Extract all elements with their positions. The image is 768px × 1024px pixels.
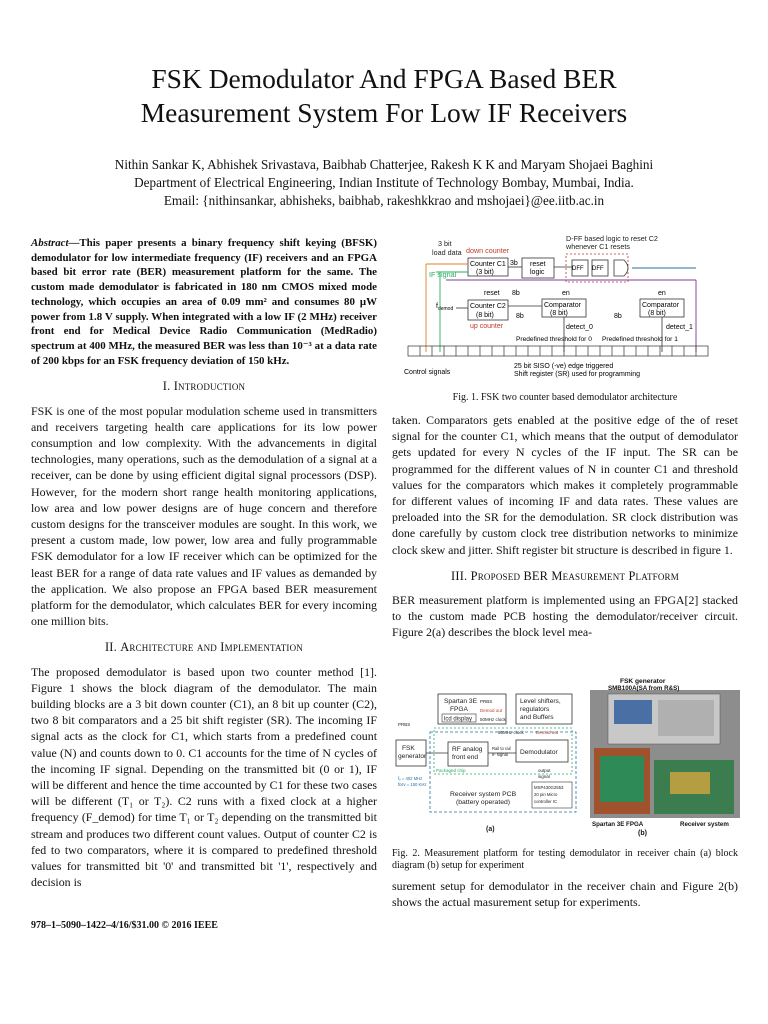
section-heading-ber [392,568,738,584]
abstract-label: Abstract [31,237,69,249]
rf-frontend-label: RF analog [452,746,483,753]
detect-1-label: detect_1 [666,324,693,331]
comparator-0-bits: (8 bit) [550,310,568,317]
intro-paragraph: FSK is one of the most popular modulation scheme used in transmitters and receivers targeting health care applications for its low power consumption and low complexity. With the advancements in digital technologies, many operations, such as the demodulation of a signal at a receiver, can be done by using efficient digital signal processors (DSP). However, for the modern short range health monitoring applications, low area and low power designs are of huge concern and therefore custom designs for the transceiver modules are sought. In this work, we present a custom made, low power, low area and fully programmable FSK demodulator for a low IF receiver which can be optimized for the least BER for a range of data rate values and IF values as demanded by the application. We also propose an FPGA based BER measurement platform for the demodulator, which calculates BER for every incoming one million bits. [31,403,377,629]
fpga-label-2: FPGA [450,706,468,713]
dff-note: D-FF based logic to reset C2 [566,234,658,243]
fsk-generator-label-2: generator [398,753,427,760]
photo-generator-label-2: SMB100A(SA from R&S) [608,685,680,692]
title-line-1: FSK Demodulator And FPGA Based BER [151,63,617,94]
figure-2-diagram [394,676,740,838]
if-signal-label: IF signal [429,270,457,279]
microcontroller-label-3: controller IC [534,799,558,804]
signal-label: signal [538,774,550,779]
packaged-chip-label: Packaged chip [436,768,466,773]
demod-out-label: Demod out [480,708,503,713]
section-number: II. [104,640,117,655]
affiliation: Department of Electrical Engineering, Indian Institute of Technology Bombay, Mumbai, India. [134,175,634,190]
bus-8b-label-3: 8b [614,313,622,320]
shift-register [408,346,708,356]
comparator-1-label: Comparator [642,302,679,309]
section-heading-architecture [31,639,377,655]
fpga-label: Spartan 3E [444,698,477,705]
rf-frontend-label-2: front end [452,754,479,761]
clock-50-label: 50MHz clock [480,717,506,722]
deviation-label: fᴅᴇᴠ = 150 KHz [398,782,427,787]
photo-fpga-label: Spartan 3E FPGA [592,821,644,828]
receiver-pcb-label-2: (battery operated) [456,799,511,806]
dff-note-2: whenever C1 resets [566,242,630,251]
prbs-input-label: PRBS [398,722,411,727]
demodulator-label: Demodulator [520,749,558,756]
comparator-paragraph: taken. Comparators gets enabled at the positive edge of the of reset signal for the counter C1, which means that the output of demodulator gets updated for every N cycles of the IF input. The SR can be programmed for the different values of N in counter C1 and threshold values for the comparators which makes it completely programmable for different values of incoming IF and data rates. These values are preloaded into the SR for the demodulation. SR clock distribution was done carefully by custom clock tree distribution networks to minimize clock skew and jitter. Shift register bit structure is described in figure 1. [392,413,738,557]
setup-photo [590,678,740,837]
fpga-board-photo [600,756,644,802]
clock-50-label-2: 50MHz clock [498,730,524,735]
load-data-label-2: load data [432,248,462,257]
dff-a-label: DFF [572,266,584,272]
figure-1-diagram [396,234,742,384]
receiver-pcb-label: Receiver system PCB [450,791,517,798]
abstract-text: This paper presents a binary frequency shift keying (BFSK) demodulator for low intermediate frequency (IF) receivers and an FPGA based bit error rate (BER) measurement platform for the same. The custom made demodulator is fabricated in 180 nm CMOS mixed mode technology, which occupies an area of 0.09 mm² and consumes 80 μW power from 1.8 V supply. When integrated with a low IF (2 MHz) receiver front end for Medical Device Radio Communication (MedRadio) spectrum at 400 MHz, the measured BER was less than 10⁻³ at a data rate of 200 kbps for an FSK frequency deviation of 150 kHz. [31,237,377,367]
sr-note-2: Shift register (SR) used for programming [514,371,641,378]
detect-0-label: detect_0 [566,324,593,331]
ber-paragraph: BER measurement platform is implemented using an FPGA[2] stacked to the custom made PCB hosting the demodulator/receiver circuit. Figure 2(a) describes the block level mea- [392,593,738,640]
subfigure-a-label: (a) [486,826,495,833]
section-heading-introduction [31,378,377,394]
and-gate [614,260,628,276]
counter-c1-label: Counter C1 [470,261,506,268]
sr-note: 25 bit SISO (-ve) edge triggered [514,363,614,370]
authors: Nithin Sankar K, Abhishek Srivastava, Baibhab Chatterjee, Rakesh K K and Maryam Shojaei Baghini [114,157,654,172]
comparator-0-label: Comparator [544,302,581,309]
dff-b-label: DFF [592,266,604,272]
down-counter-label: down counter [466,246,510,255]
enable-label-2: en [658,290,666,297]
figure-2-caption: Fig. 2. Measurement platform for testing demodulator in receiver chain (a) block diagram (b) setup for experiment [392,848,738,871]
setup-paragraph: surement setup for demodulator in the receiver chain and Figure 2(b) shows the actual masurement setup for experiments. [392,879,738,910]
level-shifter-label-3: and Buffers [520,714,554,721]
load-data-label: 3 bit [438,239,452,248]
right-column [392,412,738,641]
subfigure-b-label: (b) [638,830,647,837]
section-title: Introduction [173,379,246,394]
left-column [31,236,377,890]
level-shifter-label-2: regulators [520,706,550,713]
fdemod-label: $f_{demod}$ [436,303,454,312]
section-number: I. [162,379,171,394]
architecture-paragraph: The proposed demodulator is based upon two counter method [1]. Figure 1 shows the block diagram of the demodulator. The main building blocks are a 3 bit down counter (C1), an 8 bit up counter (C2), two 8 bit comparators and a 25 bit shift register (SR). The incoming IF signal acts as the clock for C1, which starts from a predefined count value (N) and counts down to 0. C1 accounts for the time of N cycles of the incoming IF signal. Depending on the transmitted bit (0 or 1), IF will be different and hence the time accounted by C1 for these two cases will be different (T₁ or T₂). C2 runs with a fixed clock at a higher frequency (F_demod) for time T₁ or T₂ depending on the transmitted bit stream and produces two different count values. Output of counter C2 is fed to two comparators, where it is compared to predefined threshold values for transmitted bit '0' and transmitted bit '1', respectively and decision is [31,664,377,890]
reset-logic-label-2: logic [530,269,545,276]
bus-8b-label-2: 8b [516,313,524,320]
reset-logic-label: reset [530,261,546,268]
figure-1-caption: Fig. 1. FSK two counter based demodulator architecture [452,392,678,403]
counter-c2-label: Counter C2 [470,303,506,310]
copyright-footer: 978–1–5090–1422–4/16/$31.00 © 2016 IEEE [31,920,218,931]
photo-generator-label: FSK generator [620,678,666,685]
output-label: output [538,768,551,773]
reset-label: reset [484,290,500,297]
author-block [40,156,728,210]
bus-3b-label: 3b [510,260,518,267]
microcontroller-label-2: 20 pin Micro [534,792,558,797]
level-shifter-label: Level shifters, [520,698,561,705]
microcontroller-label: MSP430G2553 [534,785,564,790]
title-line-2: Measurement System For Low IF Receivers [140,97,628,128]
rail-to-rail-label: Rail to rail [492,746,511,751]
lcd-label: lcd display [444,716,473,723]
section-title: Architecture and Implementation [120,640,303,655]
section-number: III. [451,568,468,583]
rail-to-rail-label-2: IF signal [492,752,508,757]
email: Email: {nithinsankar, abhisheks, baibhab, rakeshkkrao and mshojaei}@ee.iitb.ac.in [163,193,605,208]
control-signals-label: Control signals [404,369,451,376]
abstract: Abstract—This paper presents a binary frequency shift keying (BFSK) demodulator for low intermediate frequency (IF) receivers and an FPGA based bit error rate (BER) measurement platform for the same. The custom made demodulator is fabricated in 180 nm CMOS mixed mode technology, which occupies an area of 0.09 mm² and consumes 80 μW power from 1.8 V supply. When integrated with a low IF (2 MHz) receiver front end for Medical Device Radio Communication (MedRadio) spectrum at 400 MHz, the measured BER was less than 10⁻³ at a data rate of 200 kbps for an FSK frequency deviation of 150 kHz. [31,237,377,367]
up-counter-label: up counter [470,323,504,330]
section-title: Proposed BER Measurement Platform [470,568,679,583]
enable-label: en [562,290,570,297]
paper-title [40,62,728,130]
carrier-frequency-label: fₒ = 402 MHz [398,776,423,781]
prbs-label: PRBS [480,699,493,704]
photo-receiver-label: Receiver system [680,821,729,828]
demod-out-label-2: Demod out [536,730,559,735]
fsk-generator-label: FSK [402,745,415,752]
right-column-bottom [392,878,738,910]
counter-c1-bits: (3 bit) [476,269,494,276]
bus-8b-label: 8b [512,290,520,297]
counter-c2-bits: (8 bit) [476,312,494,319]
comparator-1-bits: (8 bit) [648,310,666,317]
threshold-0-label: Predefined threshold for 0 [516,336,592,343]
threshold-1-label: Predefined threshold for 1 [602,336,678,343]
